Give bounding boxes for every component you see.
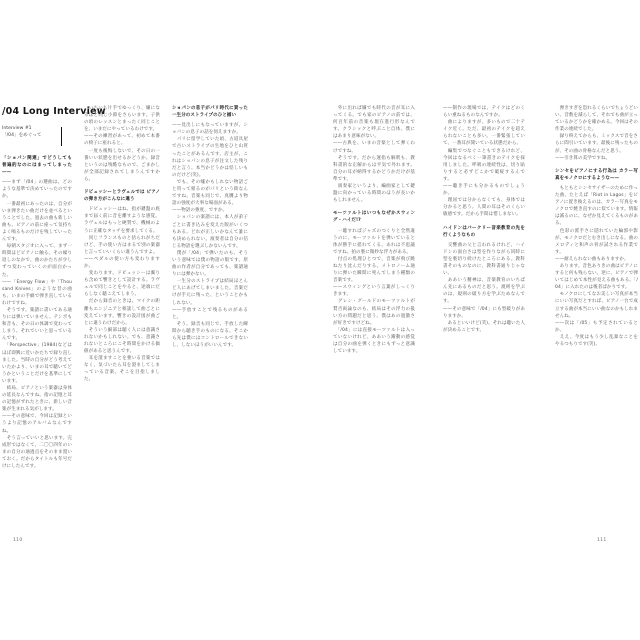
paragraph: 一聴すればジャズのつくりと全然違うのに、モーツァルトを弾いていると体が勝手に揺れてくる。あれは不思議ですね。拍の裏に微妙な浮力がある。 <box>333 228 415 255</box>
section-heading: ドビュッシーとラヴェルでは ピアノの弾き方がこんなに違う <box>84 190 160 203</box>
paragraph: ——次は「/05」も予定されているとか。 <box>555 320 638 333</box>
paragraph: そう言っていいと思います。完成形ではなくて、二〇〇四年のいまの自分の通過点をそのまま置いておく。だからタイトルも年号だけにしたんです。 <box>2 435 72 470</box>
paragraph: 耳を澄ますことを強いる音楽ではなく、気づいたら耳を澄ましてしまっている音楽。そこを目指しました。 <box>84 356 160 383</box>
paragraph: ——聴き手にも分かるものでしょうか。 <box>443 184 525 197</box>
text-column-c5 <box>443 105 525 533</box>
paragraph: そうです。だから運指も解釈も、教科書的な正解からは平気で外れます。自分の耳が納得するかどうかだけが基準です。 <box>333 155 415 182</box>
paragraph: でも、その嘘かもしれない物語ごと買って帰るのがパリという街なんですね。音楽も同じで、真贋より物語の強度が大事な場面がある。 <box>172 179 248 207</box>
interview-label: Interview #1 <box>2 126 32 131</box>
page-number-left: 110 <box>13 538 23 543</box>
article-meta <box>2 125 74 139</box>
article-title-block <box>2 106 106 139</box>
paragraph: 一生分のストライプは結局ほとんど人にあげてしまいました。音楽だけが手元に残った、ということかもしれない。 <box>172 279 248 306</box>
section-heading: ハイドンはバークリー音楽教育の先を行くようなもの <box>443 225 525 238</box>
section-heading: シンセをピアノにする行為は カラー写真をモノクロにするような—— <box>555 168 638 181</box>
paragraph: ——引き算の美学ですね。 <box>555 155 611 161</box>
section-heading: 「ショパン関連」でどうしても 普遍的なのにはまってしまった—— <box>2 156 72 176</box>
rule-mark <box>61 127 63 146</box>
paragraph: ——見出しにもなっていますが、ショパンの息子の話を伺えますか。 <box>172 123 248 136</box>
paragraph: 一番最初にあったのは、自分がいま弾きたい曲だけを並べるということでした。過去の曲も新しい曲も、ピアノの前に座って気持ちよく鳴るものだけを残していったんです。 <box>2 201 72 243</box>
paragraph: ええ。今度はもう少し乱暴なことをやるつもりです(笑)。 <box>555 334 638 347</box>
section-heading: モーツァルトはいつもなぜかスウィング・ハイだ!? <box>333 211 415 224</box>
paragraph: あるといいけど(笑)。それは聴いた人が決めることです。 <box>443 320 525 333</box>
paragraph: ——物語の強度、ですか。 <box>172 208 228 214</box>
paragraph: 同じフランスものと括られがちだけど、手の使い方はまるで別の楽器と言っていいくらい違うんですよ。 <box>84 235 160 255</box>
paragraph: 「Perspective」(1984)などはほぼ即興に近いかたちで録り直しました。当時の自分がどう考えていたかより、いまの耳で聴いてどうかということだけを基準にしています。 <box>2 343 72 384</box>
paragraph: ——手放すことで残るものがあると。 <box>172 307 248 320</box>
paragraph: 弾きすぎを恐れるくらいでちょうどいい。音数を減らして、それでも曲が立っているかどうかを確かめる。今回はその作業の連続でした。 <box>555 106 638 133</box>
paragraph: ——ペダルの使い方も変わりますか。 <box>84 256 160 269</box>
paragraph: 色彩の派手さに隠れていた輪郭や影が、モノクロだとむき出しになる。曲のメロディと和声の骨が試される作業です。 <box>555 228 638 255</box>
paragraph: 理屈では分からなくても、身体では分かると思う。人間の耳はそのくらい敏感です。だから手間は惜しまない。 <box>443 198 525 218</box>
paragraph: そういう細部は聴く人には意識されないかもしれない。でも、意識されないところにこそ時間をかける価値があると思うんです。 <box>84 327 160 355</box>
paragraph: 編集でつなぐこともできるけれど、今回はなるべく一筆書きのテイクを採用しました。呼吸の連続性は、切り貼りすると必ずどこかで破綻するんです。 <box>443 148 525 182</box>
paragraph: そうです。楽譜に書いてある通りには弾いていません。テンポも和音も、その日の体調で変わってしまう。それでいいと思っているんです。 <box>2 307 72 342</box>
paragraph: グレン・グールドのモーツァルトが賛否両論なのも、結局はその浮力の扱い方の問題だと思う。僕はあの過激さが好きですけどね。 <box>333 299 415 326</box>
paragraph: そう。録音も同じで、手放した瞬間から聴き手のものになる。そこから先は僕にはコントロールできないし、しないほうがいいんです。 <box>172 321 248 349</box>
paragraph: あります。音色ありきの曲はピアノにすると何も残らない。逆に、ピアノで弾いてはじめて本性が見える曲もある。「/04」に入れたのは後者ばかりです。 <box>555 263 638 291</box>
interview-subtitle: 「/04」をめぐって <box>2 133 42 138</box>
paragraph: ——スウィングという言葉がしっくりきます。 <box>333 285 415 298</box>
paragraph: 結局、ピアノという楽器は身体の延長なんですね。指の記憶と耳の記憶がずれたときに、新しい音楽が生まれる気がします。 <box>2 386 72 413</box>
paragraph: 毎朝スタジオに入って、まず一時間ほどピアノに触る。その繰り返しのなかで、曲のかたちが少しずつ変わっていくのが面白かった。 <box>2 244 72 278</box>
paragraph: 外に出れば嫌でも時代の音が耳に入ってくる。でも家のピアノの前では、何百年前の音楽も現在進行形なんです。クラシックと呼ぶこと自体、僕にはあまり意味がない。 <box>333 106 415 140</box>
text-column-c6 <box>555 105 638 533</box>
paragraph: 曲によりますが、多いもので二十テイク近く。ただ、最初のテイクを超えられないことも多い。一番緊張していて、一番耳が開いている状態だから。 <box>443 120 525 147</box>
paragraph: ——古典を、いまの音楽として弾くわけですね。 <box>333 141 415 154</box>
section-heading: ショパンの息子がパリ時代に買った 一生分のストライプのひと揃い <box>172 106 248 119</box>
paragraph: 録り終えてからも、ミックスで音をさらに間引いています。最後に残ったものが、その曲の骨格なんだと思う。 <box>555 134 638 154</box>
text-column-c2 <box>84 105 160 533</box>
paragraph: 一度も後悔しないで、その日の一番いい状態を出せるかどうか。録音というのは残酷なもので、ごまかしが全部記録されてしまうんですから。 <box>84 148 160 182</box>
paragraph: ——その意味で、今回は記録というより記憶のアルバムなんですね。 <box>2 414 72 434</box>
text-column-c1 <box>2 155 72 533</box>
text-column-c3 <box>172 105 248 533</box>
paragraph: 変わります。ドビュッシーは濁りも含めて響きとして設計する。ラヴェルで同じことをやると、途端にだらしなく聴こえてしまう。 <box>84 271 160 298</box>
paragraph: 交響曲の父と言われるけれど、ハイドンの面白さは型を作りながら同時に型を裏切り続けたところにある。教科書そのものなのに、教科書通りじゃない。 <box>443 242 525 277</box>
paragraph: ——その意味で「/04」にも型破りがありますか。 <box>443 306 525 319</box>
paragraph: モノクロにしてなお美しい写真が本当にいい写真だとすれば、ピアノ一台で成立する曲が本当にいい曲なのかもしれませんね。 <box>555 292 638 319</box>
paragraph: ショパンの楽譜には、本人が弟子ごとに書き込みを変えた版がいくつもある。どれが正しいかなんて誰にも決められない。演奏者は自分の信じる物語を選ぶしかないんです。 <box>172 215 248 249</box>
paragraph: ああいう精神は、音楽教育のいちばん先にあるものだと思う。規則を学ぶのは、規則の破り方を学ぶためなんです。 <box>443 278 525 305</box>
paragraph: 僕が「/04」で弾いたのも、そういう意味では僕の物語の版です。原曲の作者が自分であっても、楽譜通りには弾かない。 <box>172 250 248 278</box>
paragraph: いちいち片手でゆっくり、嫌になるほど同じ小節をさらいます。子供の頃のレッスンとまったく同じことを、いまだにやっているわけです。 <box>84 106 160 133</box>
paragraph: ——その練習があって、初めて本番の椅子に座れると。 <box>84 134 160 147</box>
paragraph: ——制作の現場では、テイクはどのくらい重ねるものなんですか。 <box>443 106 525 119</box>
paragraph: ——耐えられない曲もありますか。 <box>555 256 629 262</box>
paragraph: ドビュッシーはね、指が鍵盤の底まで届く前に音を離すような感覚。ラヴェルはもっと硬質で、機械のように正確なタッチを要求してくる。 <box>84 207 160 234</box>
page-number-right: 111 <box>597 538 607 543</box>
paragraph: もともとシンセサイザーのために作った曲、たとえば「Riot in Lagos」をピアノに置き換えるのは、カラー写真をモノクロで焼き直すのに似ています。情報は減るのに、なぜか見えてくるものがある。 <box>555 185 638 227</box>
paragraph: パリに留学していた頃、古道具屋で古いストライプの生地をひと山買ったことがあるんです。店主が、これはショパンの息子が注文した残りだと言う。本当かどうかは怪しいものだけど(笑)。 <box>172 137 248 178</box>
paragraph: 「/04」には直接モーツァルトは入っていないけれど、ああいう躍動の感覚は自分の曲を弾くときにもずっと意識しています。 <box>333 327 415 355</box>
paragraph: 付点の処理ひとつで、音楽が飛び跳ねたり沈んだりする。メトロノーム通りに弾いた瞬間に死んでしまう種類の音楽です。 <box>333 256 415 284</box>
text-column-c4 <box>333 105 415 533</box>
paragraph: だから録音のときは、マイクの距離もエンジニアと相談して曲ごとに変えています。響きの設計図が曲ごとに違うわけだから。 <box>84 299 160 326</box>
paragraph: ——まず「/04」の選曲は、どのような基準で決めていったのですか。 <box>2 180 72 200</box>
article-title: /04 Long Interview <box>2 106 106 117</box>
paragraph: 演奏家というより、編曲家として鍵盤に向かっている時間のほうが長いかもしれません。 <box>333 184 415 204</box>
paragraph: ——「Energy Flow」や「Thousand Knives」のような昔の曲も、いまの手癖で弾き直しているわけですね。 <box>2 279 72 306</box>
